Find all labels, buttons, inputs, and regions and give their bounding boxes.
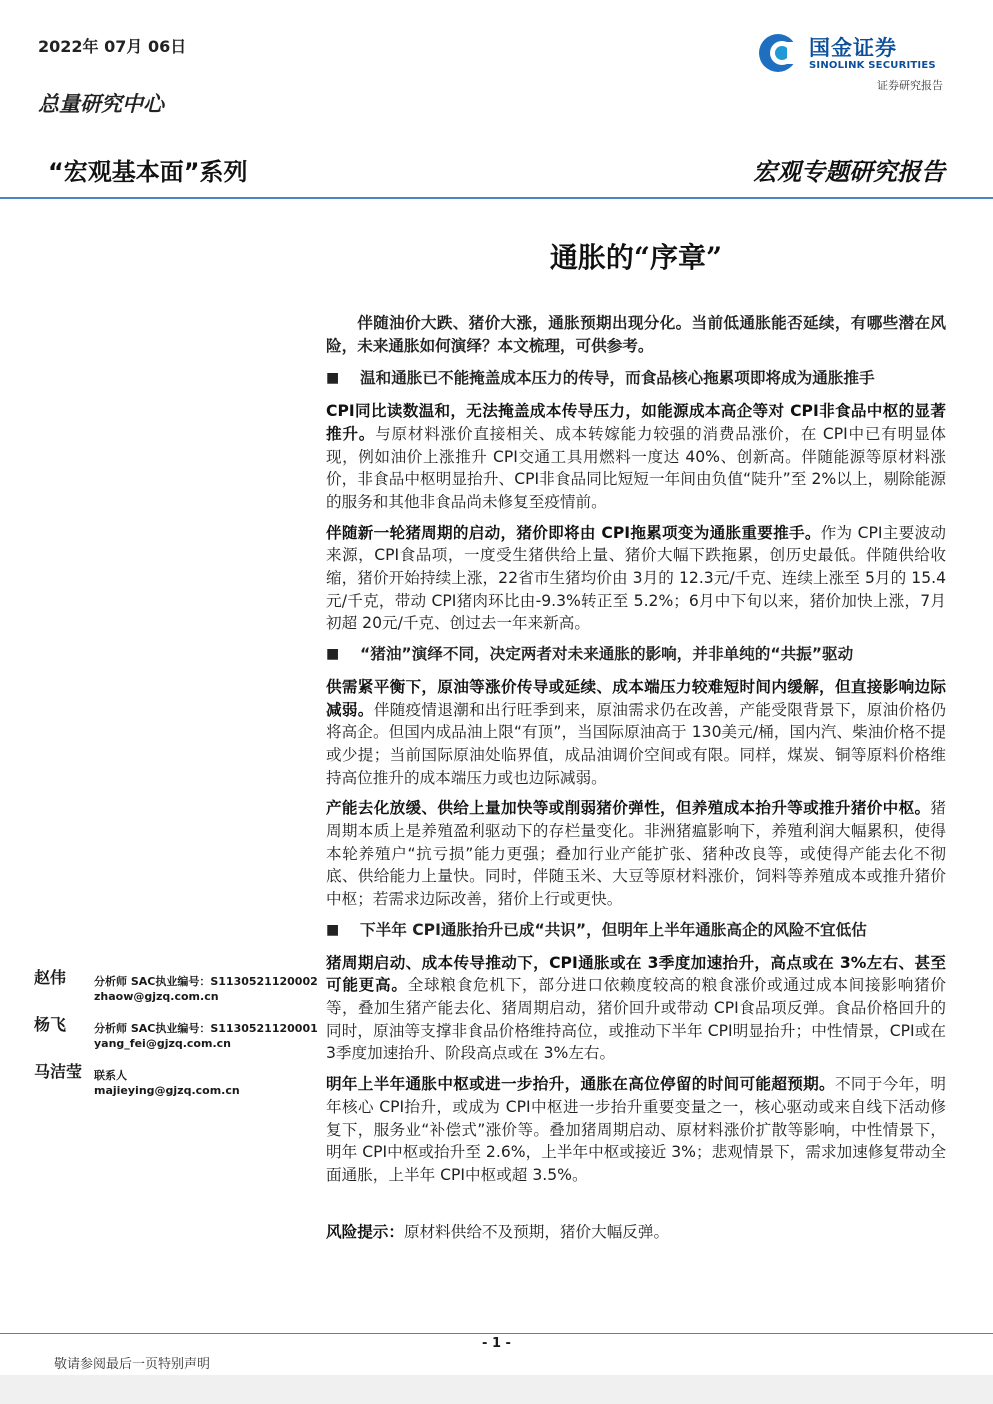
- paragraph: [326, 400, 946, 514]
- research-center: 总量研究中心: [38, 91, 164, 116]
- paragraph-key-point: 供需紧平衡下，原油等涨价传导或延续、成本端压力较难短时间内缓解，但直接影响边际减弱。: [326, 677, 946, 719]
- paragraph-key-point: 产能去化放缓、供给上量加快等或削弱猪价弹性，但养殖成本抬升等或推升猪价中枢。: [326, 799, 931, 818]
- report-type: 宏观专题研究报告: [753, 157, 945, 186]
- bullet-square-icon: ■: [326, 921, 340, 938]
- footer-band: [0, 1375, 993, 1404]
- section-heading: [326, 643, 946, 666]
- bullet-square-icon: ■: [326, 370, 340, 387]
- author-email[interactable]: yang_fei@gjzq.com.cn: [94, 1037, 231, 1050]
- risk-text: 原材料供给不及预期，猪价大幅反弹。: [403, 1222, 670, 1241]
- logo-chinese-name: 国金证券: [809, 36, 897, 60]
- disclaimer-note: 敬请参阅最后一页特别声明: [54, 1357, 211, 1372]
- author-name: 马洁莹: [34, 1062, 83, 1081]
- author-credential: 分析师 SAC执业编号：S1130521120001: [94, 1022, 318, 1035]
- paragraph-text: 猪周期本质上是养殖盈利驱动下的存栏量变化。非洲猪瘟影响下，养殖利润大幅累积，使得本轮养殖户“抗亏损”能力更强；叠加行业产能扩张、猪种改良等，或使得产能去化不彻底、供给能力上量快。同时，伴随玉米、大豆等原材料涨价，饲料等养殖成本或推升猪价中枢；若需求边际改善，猪价上行或更快。: [326, 799, 946, 909]
- author-block: [34, 1015, 318, 1057]
- author-block: [34, 1064, 306, 1104]
- author-email[interactable]: zhaow@gjzq.com.cn: [94, 990, 219, 1003]
- logo-english-name: SINOLINK SECURITIES: [809, 60, 936, 71]
- section-heading: [326, 367, 946, 390]
- paragraph-key-point: 猪周期启动、成本传导推动下，CPI通胀或在 3季度加速抬升，高点或在 3%左右、甚至可能更高。: [326, 953, 946, 995]
- author-block: [34, 968, 318, 1010]
- author-credential: 联系人: [94, 1069, 127, 1082]
- footer-divider: [0, 1333, 993, 1334]
- paragraph-text: 不同于今年，明年核心 CPI抬升，或成为 CPI中枢进一步抬升重要变量之一，核心驱动或来自线下活动修复下，服务业“补偿式”涨价等。叠加猪周期启动、原材料涨价扩散等影响，中性情景下，明年 CPI中枢或抬升至 2.6%，上半年中枢或接近 3%；悲观情景下，需求加速修复带动全面通胀，上半年 CPI中枢或超 3.5%。: [326, 1075, 946, 1184]
- section-heading: [326, 919, 946, 942]
- report-date: 2022年 07月 06日: [38, 37, 187, 56]
- paragraph: [326, 797, 946, 911]
- report-tagline: 证券研究报告: [877, 79, 943, 92]
- paragraph: [326, 676, 946, 790]
- paragraph: [326, 952, 946, 1066]
- header-divider: [0, 197, 993, 199]
- author-name: 杨飞: [34, 1015, 67, 1034]
- report-series: “宏观基本面”系列: [48, 158, 248, 186]
- paragraph-text: 作为 CPI主要波动来源，CPI食品项，一度受生猪供给上量、猪价大幅下跌拖累，创历史最低。伴随供给收缩，猪价开始持续上涨，22省市生猪均价由 3月的 12.3元/千克、连续上涨至 5月的 15.4元/千克，带动 CPI猪肉环比由-9.3%转正至 5.2%；6月中下旬以来，猪价加快上涨，7月初超 20元/千克、创过去一年来新高。: [326, 523, 946, 633]
- author-credential: 分析师 SAC执业编号：S1130521120002: [94, 975, 318, 988]
- author-name: 赵伟: [34, 968, 67, 987]
- paragraph-text: 伴随疫情退潮和出行旺季到来，原油需求仍在改善，产能受限背景下，原油价格仍将高企。但国内成品油上限“有顶”，当国际原油高于 130美元/桶，国内汽、柴油价格不提或少提；当前国际原油处临界值，成品油调价空间或有限。同样，煤炭、铜等原料价格维持高位推升的成本端压力或也边际减弱。: [326, 700, 946, 787]
- paragraph-text: 全球粮食危机下，部分进口依赖度较高的粮食涨价或通过成本间接影响猪价等，叠加生猪产能去化、猪周期启动，猪价回升或带动 CPI食品项反弹。食品价格回升的同时，原油等支撑非食品价格维持高位，或推动下半年 CPI明显抬升；中性情景，CPI或在 3季度加速抬升、阶段高点或在 3%左右。: [326, 976, 946, 1063]
- section-heading-text: 温和通胀已不能掩盖成本压力的传导，而食品核心拖累项即将成为通胀推手: [360, 369, 875, 388]
- paragraph-key-point: CPI同比读数温和，无法掩盖成本传导压力，如能源成本高企等对 CPI非食品中枢的显著推升。: [326, 402, 946, 443]
- company-logo: [757, 30, 943, 76]
- paragraph-text: 与原材料涨价直接相关、成本转嫁能力较强的消费品涨价，在 CPI中已有明显体现，例如油价上涨推升 CPI交通工具用燃料一度达 40%、创新高。伴随能源等原材料涨价，非食品中枢明显抬升、CPI非食品同比短短一年间由负值“陡升”至 2%以上，剔除能源的服务和其他非食品尚未修复至疫情前。: [326, 424, 946, 511]
- section-heading-text: 下半年 CPI通胀抬升已成“共识”，但明年上半年通胀高企的风险不宜低估: [360, 920, 867, 939]
- page-number: - 1 -: [482, 1336, 511, 1351]
- author-info: [94, 1021, 318, 1051]
- paragraph-key-point: 明年上半年通胀中枢或进一步抬升，通胀在高位停留的时间可能超预期。: [326, 1075, 835, 1094]
- report-title: 通胀的“序章”: [549, 241, 723, 274]
- author-info: [94, 974, 318, 1004]
- paragraph: [326, 522, 946, 636]
- report-body: [326, 312, 946, 1251]
- author-email[interactable]: majieying@gjzq.com.cn: [94, 1084, 240, 1097]
- author-info: [94, 1068, 240, 1098]
- lead-summary: 伴随油价大跌、猪价大涨，通胀预期出现分化。当前低通胀能否延续，有哪些潜在风险，未来通胀如何演绎？本文梳理，可供参考。: [326, 314, 946, 355]
- logo-mark-icon: [757, 32, 799, 74]
- bullet-square-icon: ■: [326, 646, 340, 663]
- risk-label: 风险提示：: [326, 1222, 404, 1241]
- paragraph-key-point: 伴随新一轮猪周期的启动，猪价即将由 CPI拖累项变为通胀重要推手。: [326, 523, 821, 542]
- section-heading-text: “猪油”演绎不同，决定两者对未来通胀的影响，并非单纯的“共振”驱动: [360, 645, 854, 664]
- paragraph: [326, 1073, 946, 1187]
- risk-warning: [326, 1221, 946, 1244]
